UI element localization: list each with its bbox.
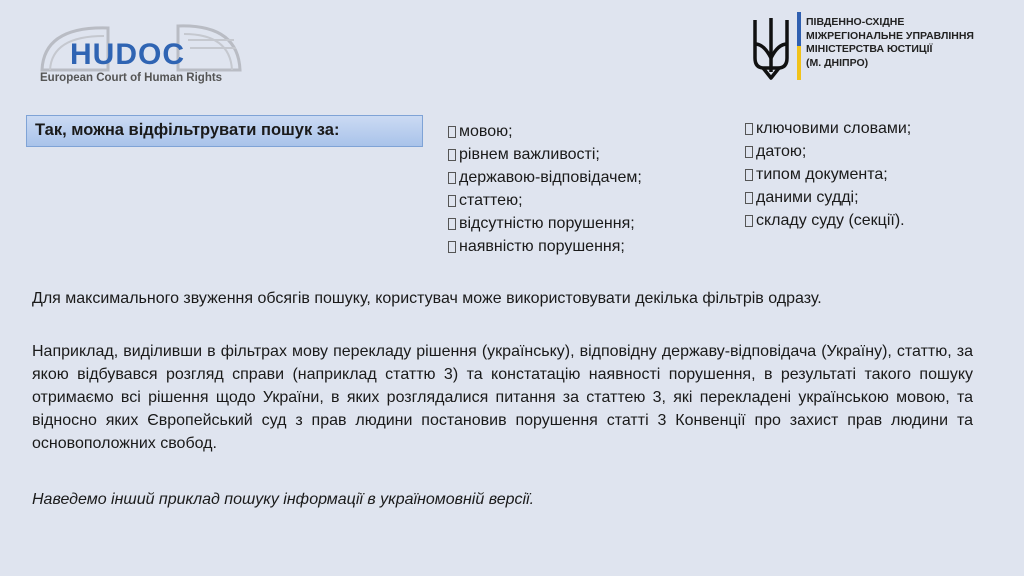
list-item-label: даними судді; bbox=[756, 189, 859, 206]
checkbox-icon bbox=[448, 241, 456, 253]
trident-icon bbox=[750, 14, 792, 80]
hudoc-logo bbox=[38, 16, 248, 88]
ministry-line: (М. ДНІПРО) bbox=[806, 56, 869, 69]
checkbox-icon bbox=[745, 192, 753, 204]
checkbox-icon bbox=[745, 169, 753, 181]
example-paragraph: Наприклад, виділивши в фільтрах мову перекладу рішення (українську), відповідну державу-відповідача (Україну), статтю, за якою відбувався розгляд справи (наприклад статтю 3) та констатацію наявності порушення, в результаті такого пошуку отримаємо всі рішення щодо України, в яких розглядалися питання за статтею 3, які перекладені українською мовою, та відносно яких Європейський суд з прав людини постановив порушення статті 3 Конвенції про захист прав людини та основоположних свобод. bbox=[32, 343, 973, 452]
list-item-label: відсутністю порушення; bbox=[459, 215, 635, 232]
ministry-logo bbox=[750, 12, 1020, 84]
checkbox-icon bbox=[448, 126, 456, 138]
ministry-line: МІЖРЕГІОНАЛЬНЕ УПРАВЛІННЯ bbox=[806, 29, 974, 42]
list-item bbox=[745, 209, 911, 232]
list-item bbox=[448, 166, 642, 189]
list-item-label: мовою; bbox=[459, 123, 513, 140]
list-item-label: ключовими словами; bbox=[756, 120, 912, 137]
checkbox-icon bbox=[448, 195, 456, 207]
filter-heading: Так, можна відфільтрувати пошук за: bbox=[26, 115, 423, 147]
list-item bbox=[745, 163, 911, 186]
list-item bbox=[448, 189, 642, 212]
list-item bbox=[745, 186, 911, 209]
filter-list-right bbox=[745, 117, 911, 232]
checkbox-icon bbox=[745, 215, 753, 227]
list-item bbox=[448, 212, 642, 235]
multi-filter-paragraph: Для максимального звуження обсягів пошуку, користувач може використовувати декілька фільтрів одразу. bbox=[32, 290, 822, 307]
checkbox-icon bbox=[745, 123, 753, 135]
list-item-label: статтею; bbox=[459, 192, 523, 209]
list-item-label: державою-відповідачем; bbox=[459, 169, 642, 186]
list-item-label: типом документа; bbox=[756, 166, 888, 183]
list-item bbox=[448, 235, 642, 258]
list-item-label: складу суду (секції). bbox=[756, 212, 905, 229]
ministry-line: ПІВДЕННО-СХІДНЕ bbox=[806, 16, 905, 28]
list-item-label: рівнем важливості; bbox=[459, 146, 600, 163]
list-item-label: наявністю порушення; bbox=[459, 238, 625, 255]
hudoc-subtitle: European Court of Human Rights bbox=[40, 72, 223, 84]
checkbox-icon bbox=[448, 218, 456, 230]
hudoc-title: HUDOC bbox=[70, 38, 185, 71]
list-item bbox=[448, 143, 642, 166]
ministry-name bbox=[806, 16, 1020, 70]
ministry-line: МІНІСТЕРСТВА ЮСТИЦІЇ bbox=[806, 43, 933, 55]
flag-bar bbox=[797, 12, 801, 80]
checkbox-icon bbox=[448, 172, 456, 184]
list-item bbox=[745, 117, 911, 140]
next-example-paragraph: Наведемо інший приклад пошуку інформації в україномовній версії. bbox=[32, 491, 535, 508]
checkbox-icon bbox=[745, 146, 753, 158]
list-item bbox=[448, 120, 642, 143]
checkbox-icon bbox=[448, 149, 456, 161]
list-item bbox=[745, 140, 911, 163]
filter-list-left bbox=[448, 120, 642, 258]
list-item-label: датою; bbox=[756, 143, 807, 160]
